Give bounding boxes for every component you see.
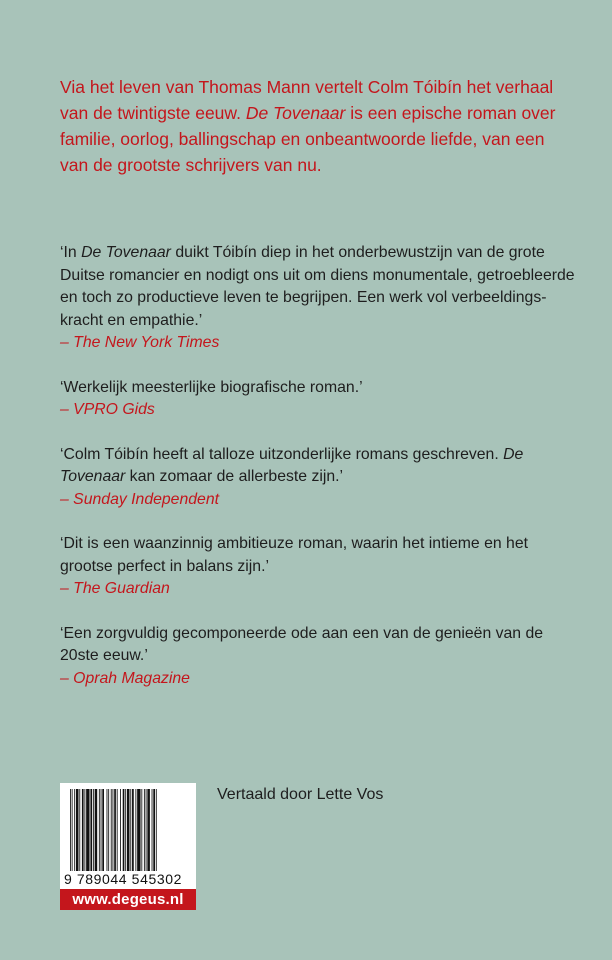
quote-text-pre: ‘Colm Tóibín heeft al talloze uitzonderlijke romans geschreven. — [60, 445, 504, 463]
barcode-bar — [107, 789, 108, 871]
barcode-bar — [74, 789, 75, 871]
barcode-bar — [86, 789, 89, 871]
barcode-bar — [114, 789, 116, 871]
barcode-bar — [123, 789, 125, 871]
barcode-bar — [137, 789, 140, 871]
barcode-bar — [120, 789, 121, 871]
barcode-bar — [111, 789, 112, 871]
barcode-bar — [90, 789, 92, 871]
isbn-number: 9 789044 545302 — [64, 871, 182, 887]
quote-text — [60, 377, 580, 400]
review-quote — [60, 377, 580, 422]
barcode-bar — [146, 789, 147, 871]
barcode-bar — [95, 789, 98, 871]
quote-text-pre: ‘Werkelijk meesterlijke biografische roman.’ — [60, 378, 363, 396]
barcode-bar — [117, 789, 118, 871]
barcode-bar — [99, 789, 100, 871]
barcode-bar — [82, 789, 84, 871]
quote-text — [60, 533, 580, 578]
quote-source: – Oprah Magazine — [60, 669, 190, 687]
quote-source: – The New York Times — [60, 334, 220, 351]
review-quote — [60, 444, 580, 512]
barcode-icon — [70, 789, 188, 871]
translator-credit: Vertaald door Lette Vos — [217, 786, 384, 803]
blurb-part-1: Via het leven van Thomas Mann vertelt Colm Tóibín het verhaal van de twintigste eeuw. — [60, 77, 554, 123]
barcode-bar — [76, 789, 79, 871]
blurb-text — [60, 74, 570, 178]
barcode-bar — [72, 789, 73, 871]
blurb — [60, 74, 570, 178]
quote-source: – The Guardian — [60, 580, 170, 597]
barcode-bar — [132, 789, 134, 871]
publisher-website: www.degeus.nl — [60, 889, 196, 910]
barcode-bar — [108, 789, 109, 871]
review-quote — [60, 623, 580, 691]
quote-text-pre: ‘Dit is een waanzinnig ambitieuze roman, waarin het intieme en het grootse perfect in balans zijn.’ — [60, 535, 529, 575]
review-quote — [60, 242, 580, 355]
barcode-bar — [79, 789, 80, 871]
quote-book-title: De Tovenaar — [60, 445, 524, 485]
barcode-bar — [135, 789, 136, 871]
quote-book-title: De Tovenaar — [81, 244, 171, 261]
review-quote — [60, 533, 580, 601]
barcode-bar — [127, 789, 130, 871]
quote-text-post: duikt Tóibín diep in het onderbewustzijn van de grote Duitse romancier en nodigt ons uit om diens monumentale, getroebleerde en toch zo productieve leven te begrijpen. Een werk vol verbeeldingskracht en empathie.’ — [60, 244, 575, 329]
barcode-bar — [141, 789, 142, 871]
barcode-bar — [113, 789, 114, 871]
barcode-bar — [156, 789, 157, 871]
barcode-bar — [152, 789, 153, 871]
quote-text — [60, 623, 580, 668]
quote-text-pre: ‘Een zorgvuldig gecomponeerde ode aan een van de genieën van de 20ste eeuw.’ — [60, 624, 544, 664]
quote-text — [60, 444, 580, 489]
blurb-part-2: is een epische roman over familie, oorlog, ballingschap en onbeantwoorde liefde, van een van de grootste schrijvers van nu. — [60, 103, 556, 175]
quote-text-pre: ‘In — [60, 244, 82, 261]
barcode-bar — [147, 789, 150, 871]
blurb-book-title: De Tovenaar — [245, 103, 346, 123]
barcode-bar — [125, 789, 126, 871]
barcode-bar — [144, 789, 145, 871]
quote-text — [60, 242, 580, 332]
quote-text-post: kan zomaar de allerbeste zijn.’ — [125, 468, 344, 485]
review-quotes — [60, 242, 580, 712]
quote-source: – Sunday Independent — [60, 490, 219, 508]
barcode-bar — [101, 789, 102, 871]
barcode-bar — [84, 789, 85, 871]
barcode-bar — [93, 789, 94, 871]
quote-source: – VPRO Gids — [60, 401, 155, 418]
barcode-bar — [70, 789, 71, 871]
barcode-bar — [130, 789, 131, 871]
barcode-bar — [102, 789, 104, 871]
barcode-bar — [153, 789, 155, 871]
